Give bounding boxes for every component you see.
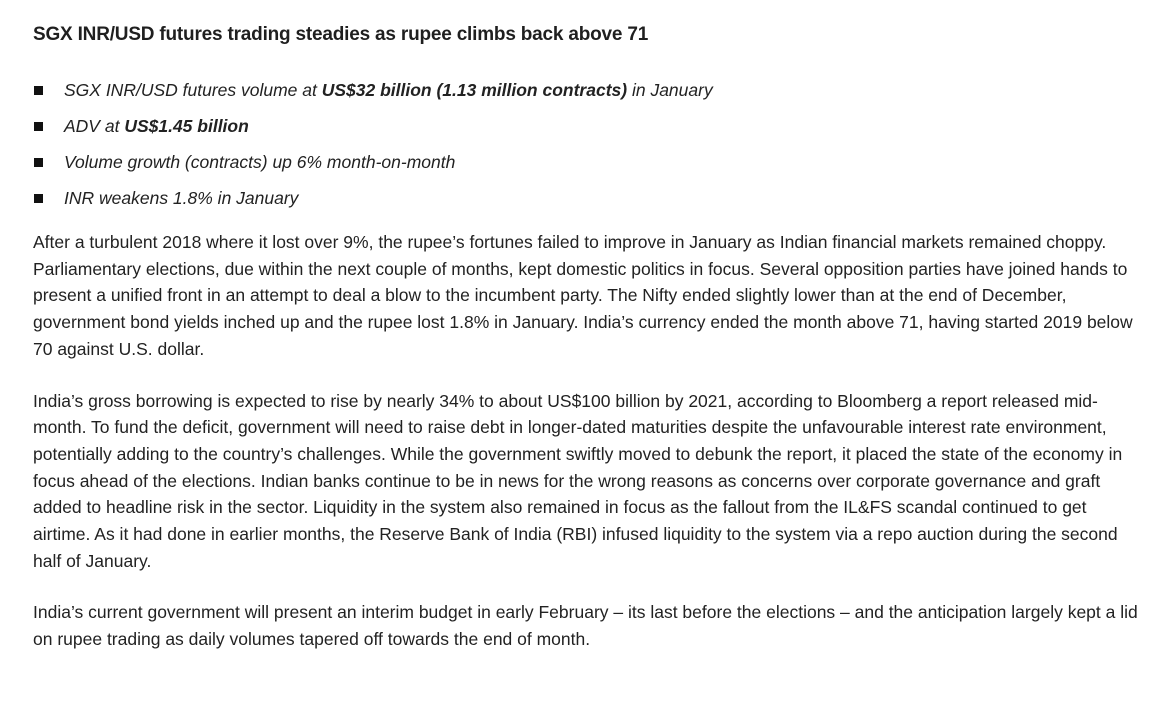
highlight-text: SGX INR/USD futures volume at [64, 80, 322, 100]
square-bullet-icon [34, 158, 43, 167]
highlight-item [33, 114, 1143, 138]
body-paragraph: India’s current government will present an interim budget in early February – its last before the elections – and the anticipation largely kept a lid on rupee trading as daily volumes tapered off towards the end of month. [33, 602, 1138, 650]
highlight-text: ADV at [64, 116, 125, 136]
highlight-bold-text: US$1.45 billion [124, 116, 249, 136]
highlight-text: INR weakens 1.8% in January [64, 188, 299, 208]
highlight-text: in January [627, 80, 713, 100]
body-paragraph: India’s gross borrowing is expected to rise by nearly 34% to about US$100 billion by 2021, according to Bloomberg a report released mid-month. To fund the deficit, government will need to raise debt in longer-dated maturities despite the unfavourable interest rate environment, potentially adding to the country’s challenges. While the government swiftly moved to debunk the report, it placed the state of the economy in focus ahead of the elections. Indian banks continue to be in news for the wrong reasons as concerns over corporate governance and graft added to headline risk in the sector. Liquidity in the system also remained in focus as the fallout from the IL&FS scandal continued to get airtime. As it had done in earlier months, the Reserve Bank of India (RBI) infused liquidity to the system via a repo auction during the second half of January. [33, 390, 1123, 571]
highlight-bold-text: US$32 billion (1.13 million contracts) [321, 80, 628, 100]
highlight-item [33, 150, 1143, 174]
article-headline: SGX INR/USD futures trading steadies as rupee climbs back above 71 [33, 24, 649, 45]
highlights-list [33, 78, 1143, 210]
square-bullet-icon [34, 86, 43, 95]
highlight-item [33, 186, 1143, 210]
highlight-text: Volume growth (contracts) up 6% month-on-month [64, 152, 456, 172]
body-paragraph: After a turbulent 2018 where it lost over 9%, the rupee’s fortunes failed to improve in January as Indian financial markets remained choppy. Parliamentary elections, due within the next couple of months, kept domestic politics in focus. Several opposition parties have joined hands to present a unified front in an attempt to deal a blow to the incumbent party. The Nifty ended slightly lower than at the end of December, government bond yields inched up and the rupee lost 1.8% in January. India’s currency ended the month above 71, having started 2019 below 70 against U.S. dollar. [33, 232, 1133, 359]
square-bullet-icon [34, 194, 43, 203]
square-bullet-icon [34, 122, 43, 131]
highlight-item [33, 78, 1143, 102]
